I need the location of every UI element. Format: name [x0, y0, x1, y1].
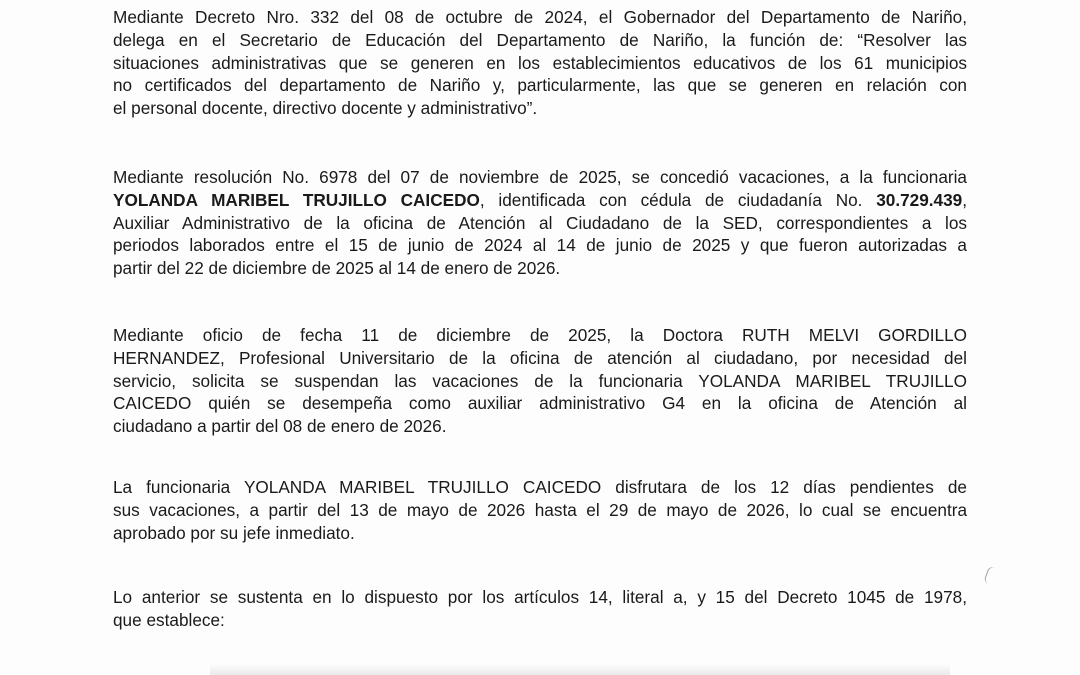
text-fragment: , [962, 189, 968, 210]
paragraph-decreto-delegacion [113, 6, 967, 120]
text-line: situaciones administrativas que se generen en los establecimientos educativos de los 61 municipios [113, 52, 967, 73]
text-line: HERNANDEZ, Profesional Universitario de la oficina de atención al ciudadano, por necesidad del [113, 347, 967, 368]
scan-bottom-shadow [210, 664, 950, 675]
text-line: aprobado por su jefe inmediato. [113, 522, 355, 543]
paragraph-dias-pendientes [113, 476, 967, 544]
text-line: no certificados del departamento de Nariño y, particularmente, las que se generen en relación con [113, 75, 967, 96]
text-line: CAICEDO quién se desempeña como auxiliar administrativo G4 en la oficina de Atención al [113, 393, 967, 414]
text-line: servicio, solicita se suspendan las vacaciones de la funcionaria YOLANDA MARIBEL TRUJILLO [113, 370, 967, 391]
text-line: Mediante oficio de fecha 11 de diciembre de 2025, la Doctora RUTH MELVI GORDILLO [113, 325, 967, 345]
text-line: Mediante resolución No. 6978 del 07 de noviembre de 2025, se concedió vacaciones, a la funcionaria [113, 167, 967, 187]
employee-name-bold: YOLANDA MARIBEL TRUJILLO CAICEDO [113, 189, 480, 210]
paragraph-oficio-suspension [113, 324, 967, 438]
text-line: periodos laborados entre el 15 de junio de 2024 al 14 de junio de 2025 y que fueron autorizadas a [113, 235, 967, 256]
text-line: sus vacaciones, a partir del 13 de mayo de 2026 hasta el 29 de mayo de 2026, lo cual se encuentra [113, 499, 967, 520]
cedula-number-bold: 30.729.439 [876, 189, 963, 210]
text-line: partir del 22 de diciembre de 2025 al 14 de enero de 2026. [113, 258, 561, 279]
text-line: ciudadano a partir del 08 de enero de 2026. [113, 416, 447, 437]
text-line: el personal docente, directivo docente y administrativo”. [113, 98, 538, 119]
text-line: Mediante Decreto Nro. 332 del 08 de octubre de 2024, el Gobernador del Departamento de Nariño, [113, 7, 967, 27]
text-line: Lo anterior se sustenta en lo dispuesto por los artículos 14, literal a, y 15 del Decreto 1045 de 1978, [113, 587, 967, 607]
paragraph-sustento-legal [113, 586, 967, 632]
text-line-with-bold [113, 189, 967, 212]
text-line: delega en el Secretario de Educación del Departamento de Nariño, la función de: “Resolver las [113, 29, 967, 50]
text-fragment: , identificada con cédula de ciudadanía No. [479, 189, 877, 210]
paragraph-resolucion-vacaciones [113, 166, 967, 280]
scan-edge-mark [983, 565, 996, 584]
text-line: que establece: [113, 609, 225, 630]
text-line: La funcionaria YOLANDA MARIBEL TRUJILLO CAICEDO disfrutara de los 12 días pendientes de [113, 477, 967, 497]
text-line: Auxiliar Administrativo de la oficina de Atención al Ciudadano de la SED, correspondientes a los [113, 212, 967, 233]
